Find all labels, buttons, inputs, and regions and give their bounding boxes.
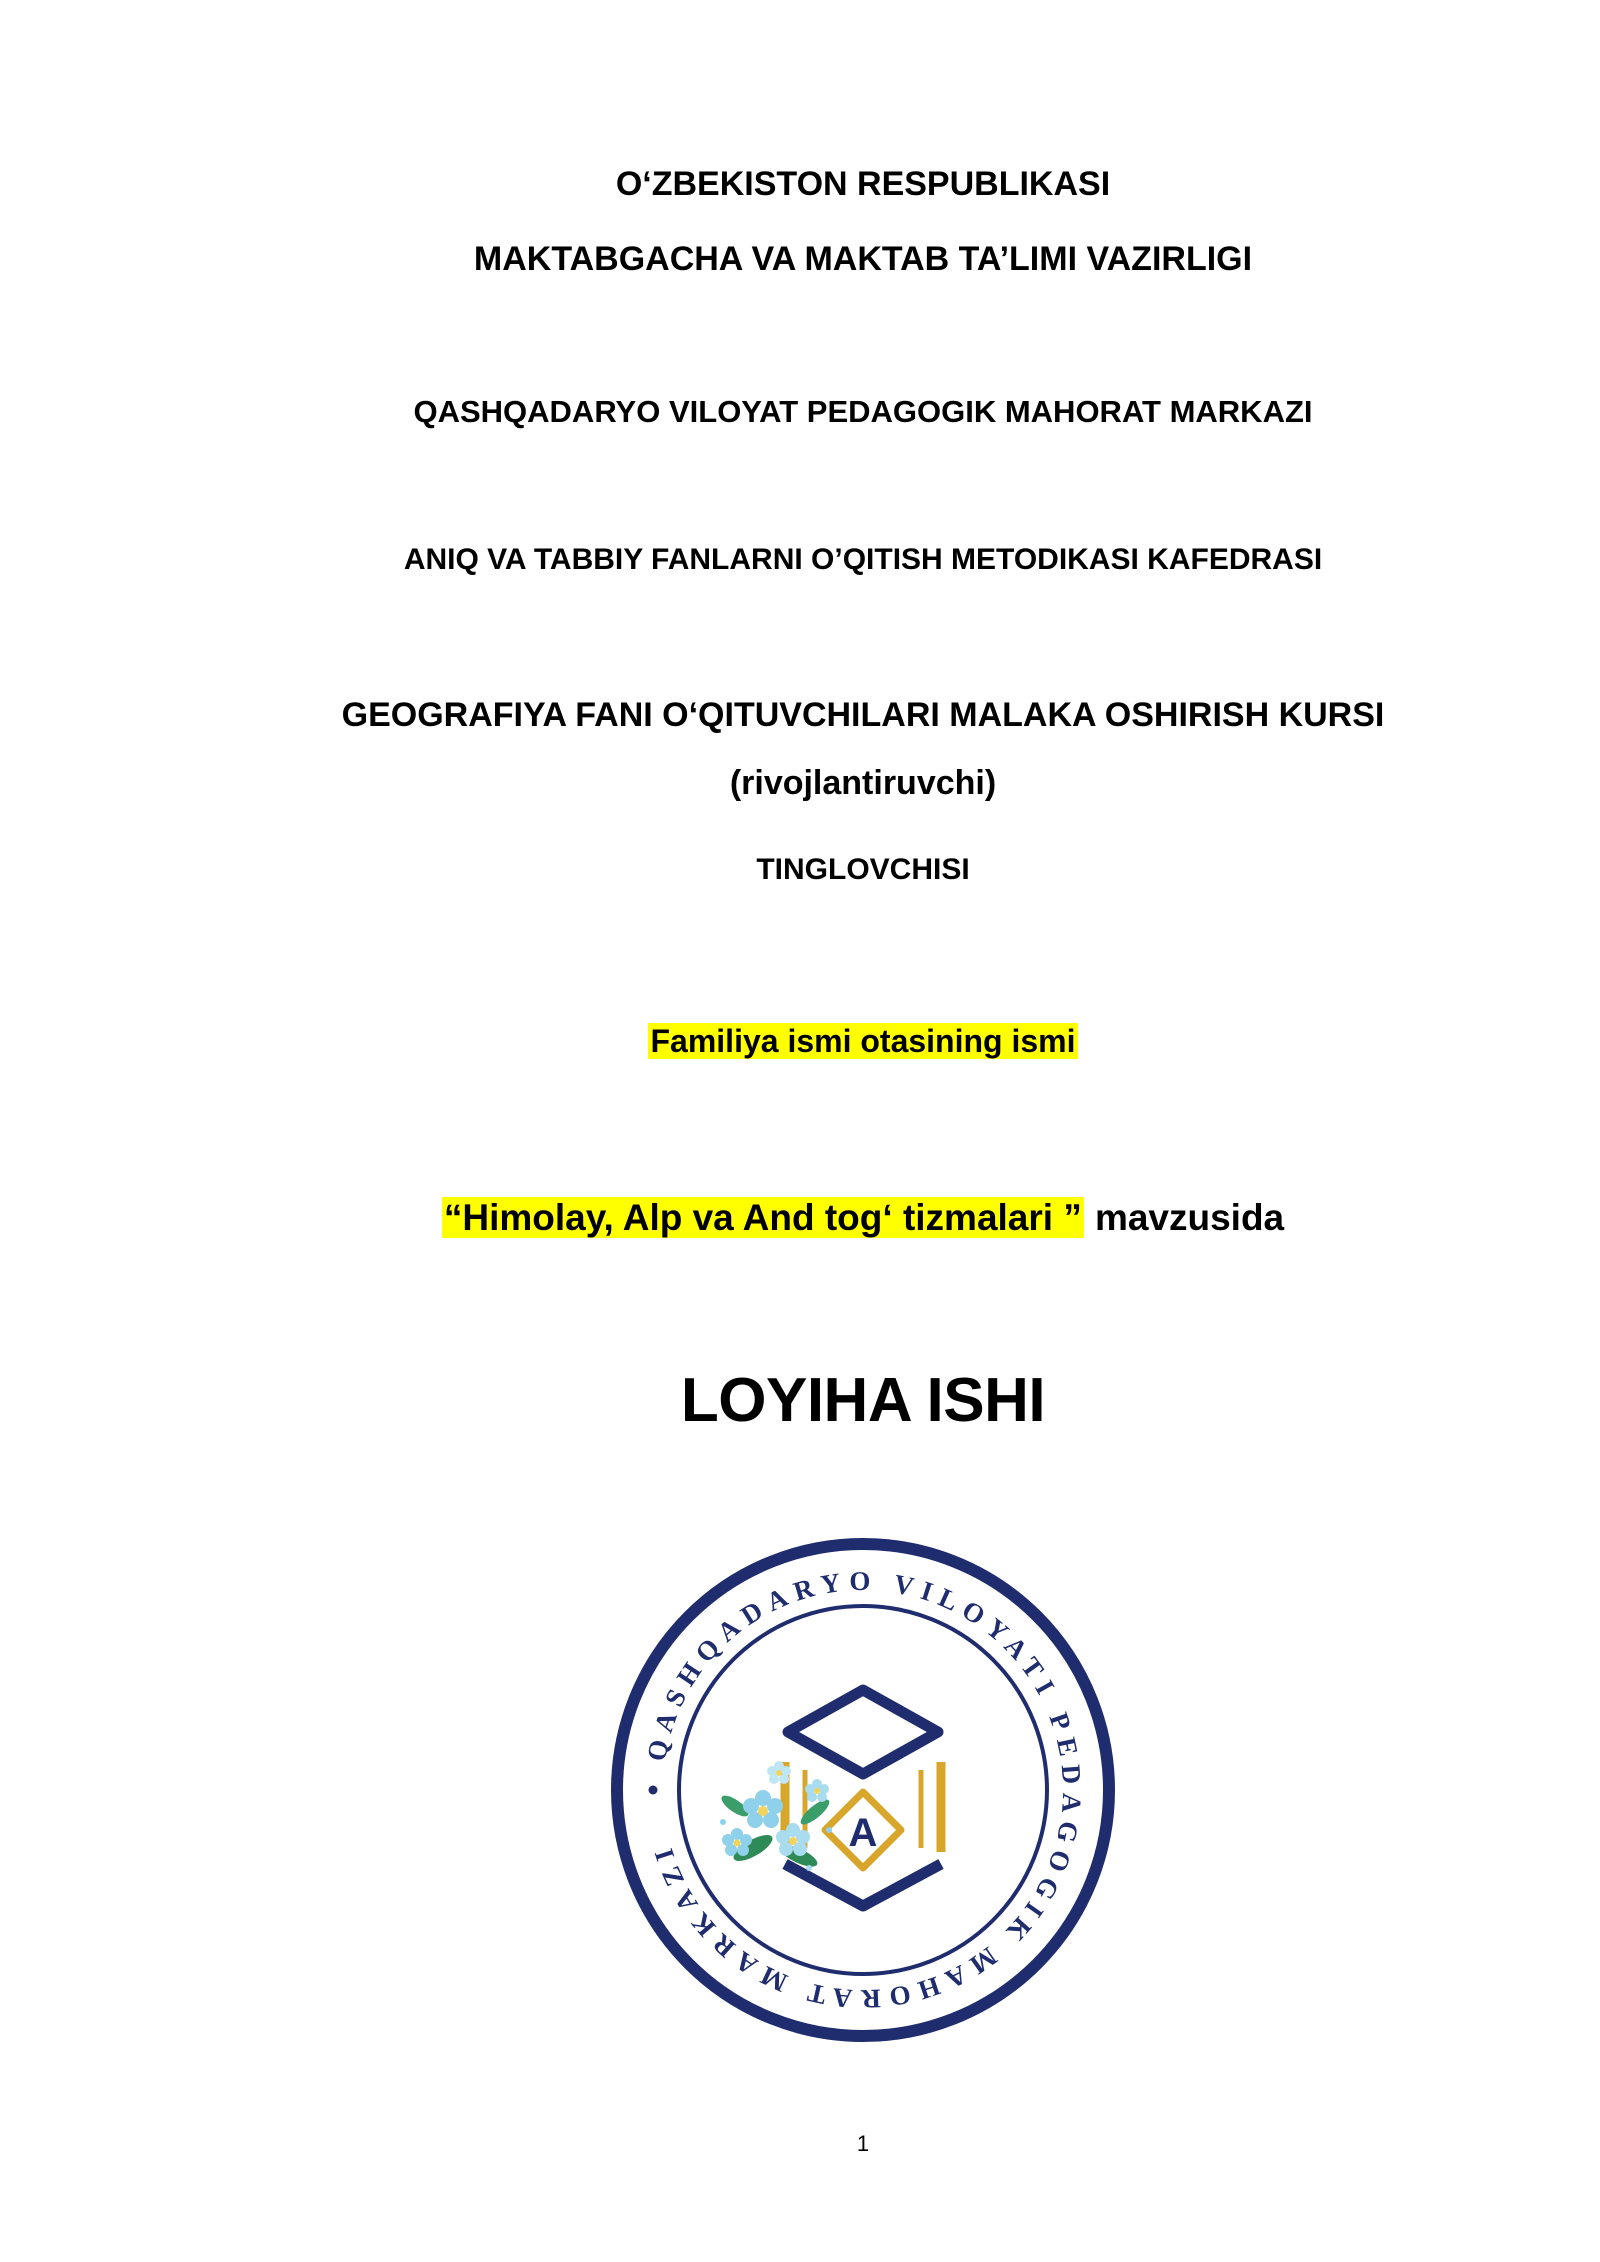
- center-logo-emblem: [603, 1530, 1123, 2050]
- role-label: TINGLOVCHISI: [756, 853, 970, 886]
- logo-letter: A: [848, 1811, 878, 1855]
- logo-ring-text: QASHQADARYO VILOYATI PEDAGOGIK MAHORAT MARKAZI: [641, 1565, 1088, 2015]
- topic-suffix: mavzusida: [1094, 1197, 1285, 1238]
- center-heading: QASHQADARYO VILOYAT PEDAGOGIK MAHORAT MARKAZI: [413, 394, 1313, 429]
- topic-title: “Himolay, Alp va And tog‘ tizmalari ”: [443, 1197, 1082, 1238]
- logo-separator-dot: [649, 1786, 658, 1795]
- country-heading: O‘ZBEKISTON RESPUBLIKASI: [615, 165, 1111, 203]
- ministry-heading: MAKTABGACHA VA MAKTAB TA’LIMI VAZIRLIGI: [473, 240, 1253, 278]
- department-heading: ANIQ VA TABBIY FANLARNI O’QITISH METODIKASI KAFEDRASI: [403, 543, 1323, 576]
- page-number: 1: [856, 2131, 870, 2156]
- student-name: Familiya ismi otasining ismi: [650, 1023, 1076, 1059]
- course-subtitle: (rivojlantiruvchi): [729, 764, 997, 802]
- topic-line: [126, 1196, 1600, 1240]
- course-title: GEOGRAFIYA FANI O‘QITUVCHILARI MALAKA OSHIRISH KURSI: [341, 696, 1385, 734]
- student-name-line: [126, 1022, 1600, 1060]
- document-title: LOYIHA ISHI: [680, 1366, 1046, 1435]
